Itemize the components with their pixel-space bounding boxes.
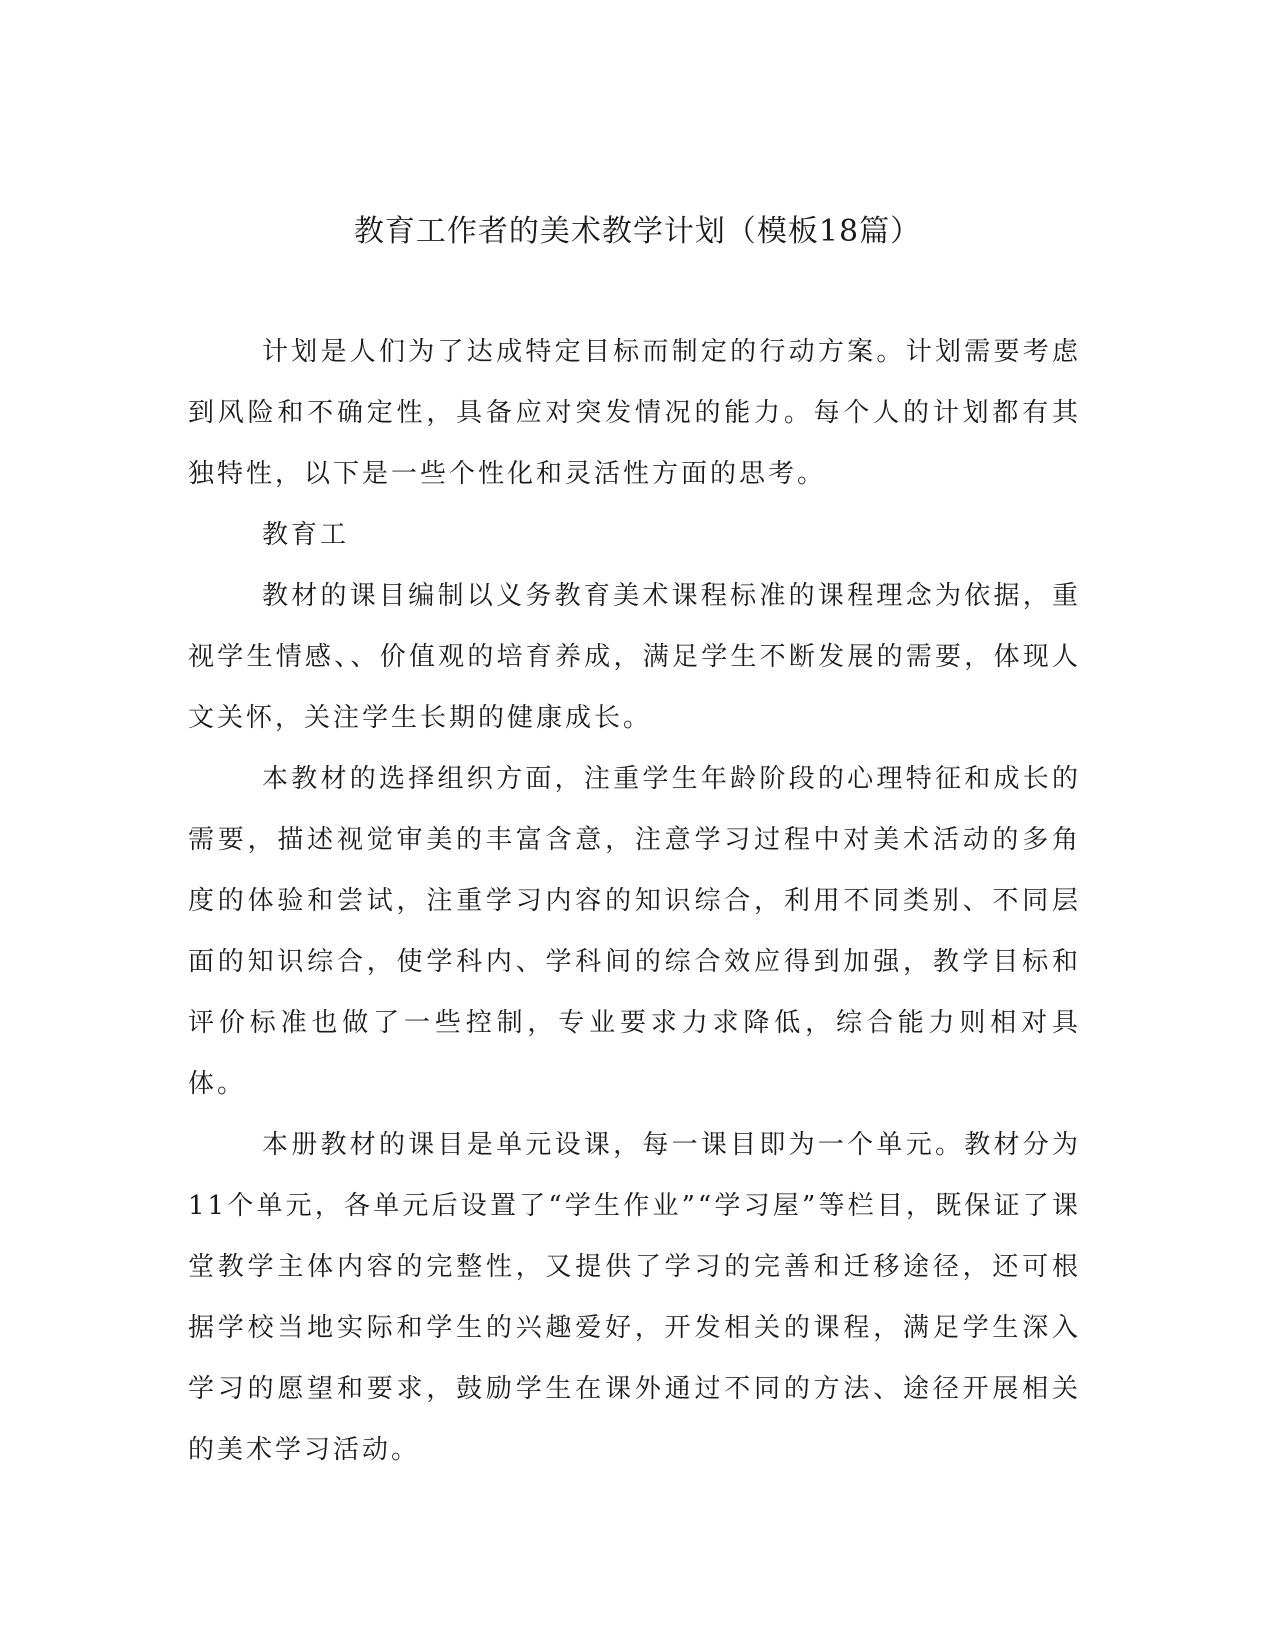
document-body: [188, 322, 1081, 1481]
paragraph-material-organization: 本教材的选择组织方面，注重学生年龄阶段的心理特征和成长的需要，描述视觉审美的丰富含意，注意学习过程中对美术活动的多角度的体验和尝试，注重学习内容的知识综合，利用不同类别、不同层面的知识综合，使学科内、学科间的综合效应得到加强，教学目标和评价标准也做了一些控制，专业要求力求降低，综合能力则相对具体。: [188, 764, 1081, 1099]
paragraph-unit-structure: 本册教材的课目是单元设课，每一课目即为一个单元。教材分为11个单元，各单元后设置了“学生作业”“学习屋”等栏目，既保证了课堂教学主体内容的完整性，又提供了学习的完善和迁移途径，还可根据学校当地实际和学生的兴趣爱好，开发相关的课程，满足学生深入学习的愿望和要求，鼓励学生在课外通过不同的方法、途径开展相关的美术学习活动。: [188, 1130, 1081, 1465]
paragraph-heading-fragment: 教育工: [262, 520, 350, 550]
paragraph-curriculum-basis: 教材的课目编制以义务教育美术课程标准的课程理念为依据，重视学生情感、、价值观的培育养成，满足学生不断发展的需要，体现人文关怀，关注学生长期的健康成长。: [188, 581, 1081, 733]
paragraph-intro: 计划是人们为了达成特定目标而制定的行动方案。计划需要考虑到风险和不确定性，具备应对突发情况的能力。每个人的计划都有其独特性，以下是一些个性化和灵活性方面的思考。: [188, 337, 1081, 489]
document-title: 教育工作者的美术教学计划（模板18篇）: [353, 214, 922, 249]
